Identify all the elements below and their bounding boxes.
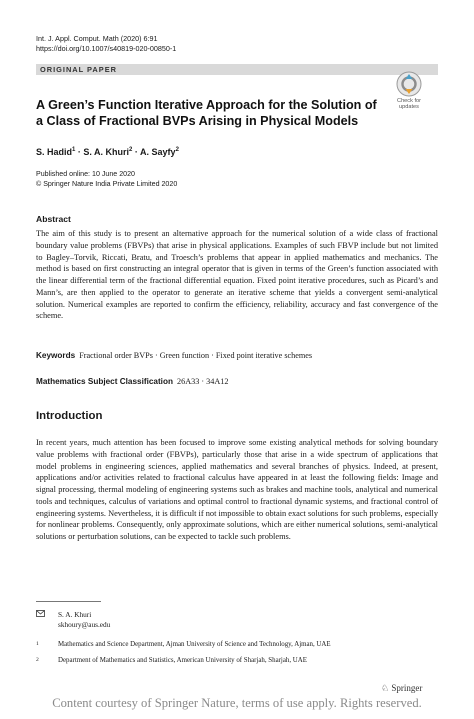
- affiliation-number: 2: [36, 657, 39, 663]
- keywords: [36, 351, 312, 360]
- section-label: ORIGINAL PAPER: [40, 65, 117, 74]
- affiliation-number: 1: [36, 641, 39, 647]
- footnote-divider: [36, 601, 101, 602]
- doi-link[interactable]: https://doi.org/10.1007/s40819-020-00850-1: [36, 43, 177, 53]
- introduction-heading: Introduction: [36, 410, 103, 422]
- courtesy-notice: Content courtesy of Springer Nature, terms of use apply. Rights reserved.: [52, 696, 422, 710]
- keywords-text: Fractional order BVPs · Green function · Fixed point iterative schemes: [79, 351, 313, 360]
- correspondent-name: S. A. Khuri: [58, 610, 92, 619]
- copyright-notice: © Springer Nature India Private Limited 2020: [36, 179, 178, 188]
- badge-label-2: updates: [399, 104, 419, 111]
- affiliation-text: Department of Mathematics and Statistics, American University of Sharjah, Sharjah, UAE: [58, 657, 307, 664]
- affiliation-text: Mathematics and Science Department, Ajman University of Science and Technology, Ajman, UAE: [58, 641, 331, 648]
- author-1[interactable]: S. Hadid$^1$: [36, 147, 76, 157]
- affiliation-2: [36, 656, 307, 665]
- corresponding-author: [36, 610, 110, 630]
- crossmark-icon: [396, 71, 422, 97]
- keywords-label: Keywords: [36, 351, 76, 360]
- abstract-heading: Abstract: [36, 214, 71, 224]
- envelope-icon: [36, 610, 58, 620]
- author-3[interactable]: A. Sayfy$^2$: [140, 147, 179, 157]
- paper-title: A Green’s Function Iterative Approach for the Solution of a Class of Fractional BVPs Arising in Physical Models: [36, 98, 377, 128]
- check-for-updates-badge[interactable]: [392, 71, 426, 115]
- affiliation-1: [36, 640, 331, 649]
- badge-label-1: Check for: [397, 98, 421, 104]
- published-date: Published online: 10 June 2020: [36, 170, 135, 178]
- publication-info: [36, 170, 177, 189]
- author-list: S. Hadid$^1$ · S. A. Khuri$^2$ · A. Sayfy$^2$: [36, 147, 179, 157]
- correspondent-email[interactable]: skhoury@aus.edu: [58, 620, 111, 629]
- author-2[interactable]: S. A. Khuri$^2$: [83, 147, 133, 157]
- abstract-text: The aim of this study is to present an alternative approach for the numerical solution of a wide class of fractional boundary value problems (FBVPs) that arise in physical applications. Examples of such FBVP include but not limited to Bagley–Torvik, Riccati, Bratu, and Troesch’s problems that appear in applied mathematics and mechanics. The method is based on first constructing an integral operator that is given in terms of the Green’s function associated with the linear differential term of the fractional differential equation. Fixed point iterative procedures, such as Picard’s and Mann’s, are then applied to the operator to generate an iterative scheme that yields a convergent semi-analytical solution. Numerical examples are reported to confirm the efficiency, reliability, accuracy and fast convergence of the scheme.: [36, 229, 438, 321]
- journal-citation: Int. J. Appl. Comput. Math (2020) 6:91: [36, 34, 158, 43]
- section-bar: [36, 64, 438, 75]
- springer-horse-icon: ♘: [381, 683, 390, 693]
- introduction-text: In recent years, much attention has been focused to improve some existing analytical methods for solving boundary value problems with fractional order (FBVPs), particularly those that arise in a wide spectrum of applications that model problems in engineering sciences, applied mathematics and several branches of physics. Indeed, at present, applications and/or activities related to fractional calculus have appeared in at least the following fields: Image and signal processing, thermal modeling of engineering systems such as brakes and machine tools, analytical and numerical tools and techniques, calculus of variations and optimal control to fractional dynamic systems, and fractional control of engineering systems. Nevertheless, it is difficult if not impossible to obtain exact solutions for such problems, especially for nonlinear problems. Consequently, only approximate solutions, which are either numerical solutions, semi-analytical solutions or perturbation solutions, can be expected to tackle such problems.: [36, 438, 438, 541]
- msc-text: 26A33 · 34A12: [177, 377, 229, 386]
- publisher-name: Springer: [391, 683, 423, 693]
- journal-header: [36, 34, 176, 53]
- springer-logo: [381, 683, 422, 694]
- msc-classification: [36, 377, 228, 386]
- msc-label: Mathematics Subject Classification: [36, 377, 173, 386]
